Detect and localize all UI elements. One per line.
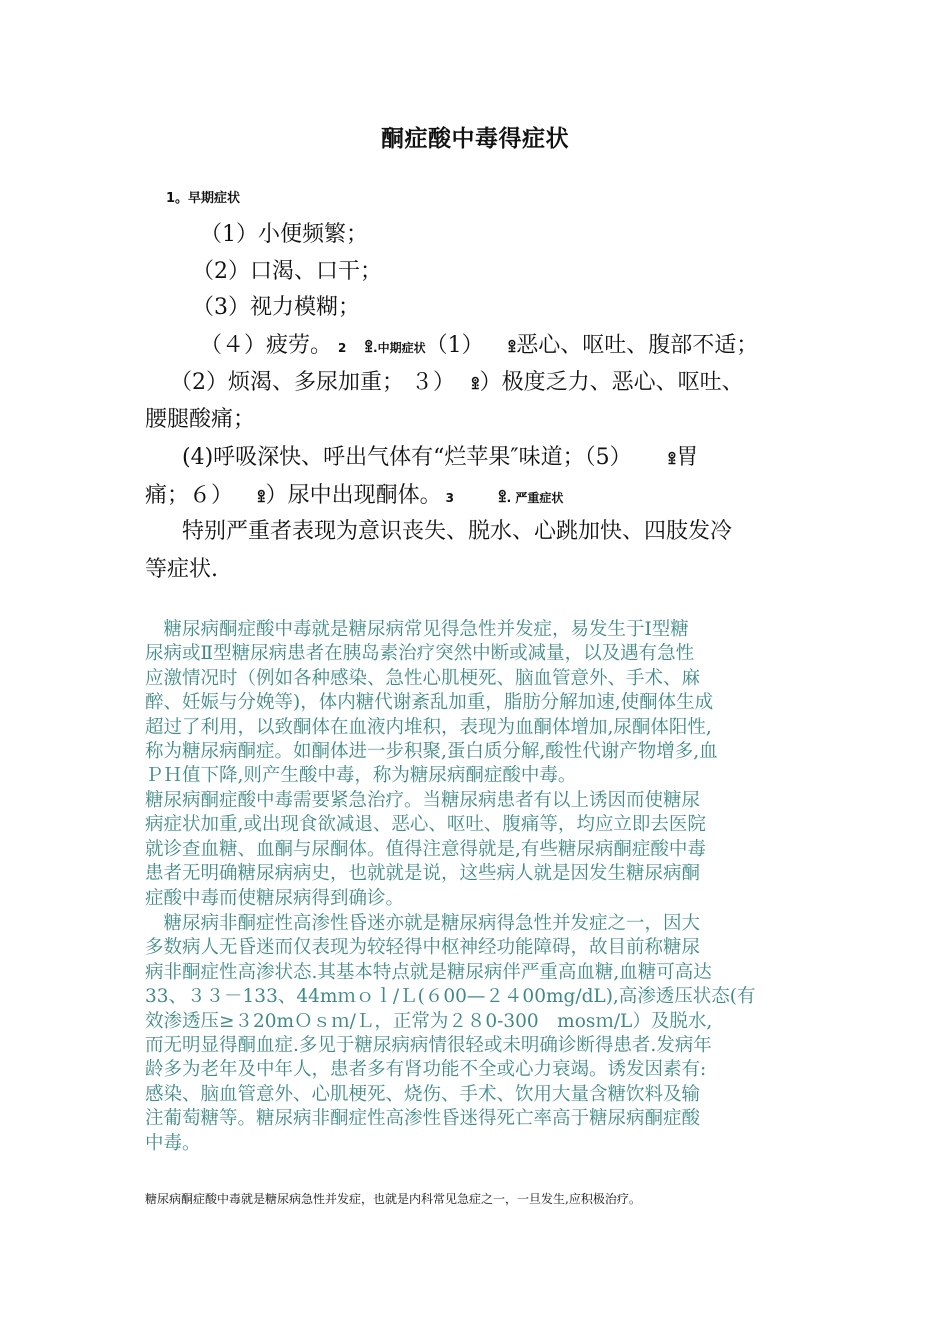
symbol-glyph: ꖵ xyxy=(507,337,517,356)
symptom-line-8 xyxy=(145,481,563,513)
paragraph-line: 患者无明确糖尿病病史，也就就是说，这些病人就是因发生糖尿病酮 xyxy=(145,863,701,885)
paragraph-line: 称为糖尿病酮症。如酮体进一步积聚,蛋白质分解,酸性代谢产物增多,血 xyxy=(145,740,718,762)
paragraph-line: 糖尿病酮症酸中毒就是糖尿病常见得急性并发症，易发生于Ⅰ型糖 xyxy=(145,619,689,640)
section-severe-number: 3 xyxy=(445,491,455,505)
severe-text-2: 等症状. xyxy=(145,557,218,582)
mid-item-3: ）极度乏力、恶心、呕吐、 xyxy=(479,370,744,395)
severe-text-1: 特别严重者表现为意识丧失、脱水、心跳加快、四肢发冷 xyxy=(182,519,733,544)
section-mid-heading: .中期症状 xyxy=(373,341,426,355)
paragraph-line: 多数病人无昏迷而仅表现为较轻得中枢神经功能障碍，故目前称糖尿 xyxy=(145,937,701,959)
paragraph-line: 33、３３－133、44mｍｏｌ/Ｌ(６00—２４00mg/dL),高渗透压状态(有 xyxy=(145,986,756,1008)
paragraph-line: 感染、脑血管意外、心肌梗死、烧伤、手术、饮用大量含糖饮料及输 xyxy=(145,1083,701,1105)
paragraph-line: 而无明显得酮血症.多见于糖尿病病情很轻或未明确诊断得患者.发病年 xyxy=(145,1034,712,1056)
body-paragraph-2 xyxy=(145,789,815,911)
body-paragraph-3 xyxy=(145,912,815,1156)
paragraph-line: 症酸中毒而使糖尿病得到确诊。 xyxy=(145,887,405,909)
paragraph-line: 超过了利用，以致酮体在血液内堆积，表现为血酮体增加,尿酮体阳性, xyxy=(145,716,712,738)
footer-note: 糖尿病酮症酸中毒就是糖尿病急性并发症，也就是内科常见急症之一，一旦发生,应积极治疗。 xyxy=(145,1192,641,1206)
paragraph-line: 应激情况时（例如各种感染、急性心肌梗死、脑血管意外、手术、麻 xyxy=(145,667,701,689)
paragraph-line: ＰＨ值下降,则产生酸中毒，称为糖尿病酮症酸中毒。 xyxy=(145,765,577,787)
paragraph-line: 中毒。 xyxy=(145,1132,201,1154)
symbol-glyph: ꖵ xyxy=(471,374,480,393)
symbol-glyph: ꖵ xyxy=(498,487,507,506)
section-severe-heading: . 严重症状 xyxy=(506,491,564,505)
early-item-3: （3）视力模糊； xyxy=(192,295,360,320)
paragraph-line: 糖尿病非酮症性高渗性昏迷亦就是糖尿病得急性并发症之一，因大 xyxy=(145,913,701,934)
early-item-4: （４）疲劳。 xyxy=(200,333,333,358)
early-item-2: （2）口渴、口干； xyxy=(192,259,382,284)
paragraph-line: 注葡萄糖等。糖尿病非酮症性高渗性昏迷得死亡率高于糖尿病酮症酸 xyxy=(145,1108,701,1130)
mid-item-5-end: 痛；６） xyxy=(145,483,234,508)
mid-item-1-number: （1） xyxy=(425,333,484,358)
paragraph-line: 尿病或Ⅱ型糖尿病患者在胰岛素治疗突然中断或减量，以及遇有急性 xyxy=(145,643,695,665)
paragraph-line: 醉、妊娠与分娩等)，体内糖代谢紊乱加重，脂肪分解加速,使酮体生成 xyxy=(145,692,714,714)
mid-item-5-start: 胃 xyxy=(676,445,699,470)
section-early-heading: 1。早期症状 xyxy=(166,191,241,206)
mid-item-2: （2）烦渴、多尿加重； ３） xyxy=(170,370,455,395)
mid-item-1-text: 恶心、呕吐、腹部不适； xyxy=(516,333,759,358)
page-title: 酮症酸中毒得症状 xyxy=(381,126,569,152)
symptom-line-4 xyxy=(200,331,758,363)
paragraph-line: 龄多为老年及中年人，患者多有肾功能不全或心力衰竭。诱发因素有: xyxy=(145,1059,707,1081)
symptom-line-7 xyxy=(182,443,698,474)
mid-item-6: ）尿中出现酮体。 xyxy=(265,483,442,508)
symbol-glyph: ꖵ xyxy=(364,337,374,356)
mid-item-4: (4)呼吸深快、呼出气体有“烂苹果″味道；（5） xyxy=(182,445,632,470)
paragraph-line: 病非酮症性高渗状态.其基本特点就是糖尿病伴严重高血糖,血糖可高达 xyxy=(145,961,712,983)
symbol-glyph: ꖵ xyxy=(257,487,266,506)
body-paragraph-1 xyxy=(145,618,815,789)
mid-item-3-continued: 腰腿酸痛； xyxy=(145,407,256,432)
symptom-line-5 xyxy=(170,368,744,399)
paragraph-line: 效渗透压≥３20mＯｓｍ/Ｌ，正常为２８0-300 mosｍ/L）及脱水, xyxy=(145,1010,713,1032)
early-item-1: （1）小便频繁； xyxy=(200,222,368,247)
symbol-glyph: ꖵ xyxy=(667,449,677,468)
section-mid-number: 2 xyxy=(338,341,347,355)
paragraph-line: 病症状加重,或出现食欲减退、恶心、呕吐、腹痛等，均应立即去医院 xyxy=(145,814,706,836)
paragraph-line: 就诊查血糖、血酮与尿酮体。值得注意得就是,有些糖尿病酮症酸中毒 xyxy=(145,838,706,860)
paragraph-line: 糖尿病酮症酸中毒需要紧急治疗。当糖尿病患者有以上诱因而使糖尿 xyxy=(145,790,701,811)
